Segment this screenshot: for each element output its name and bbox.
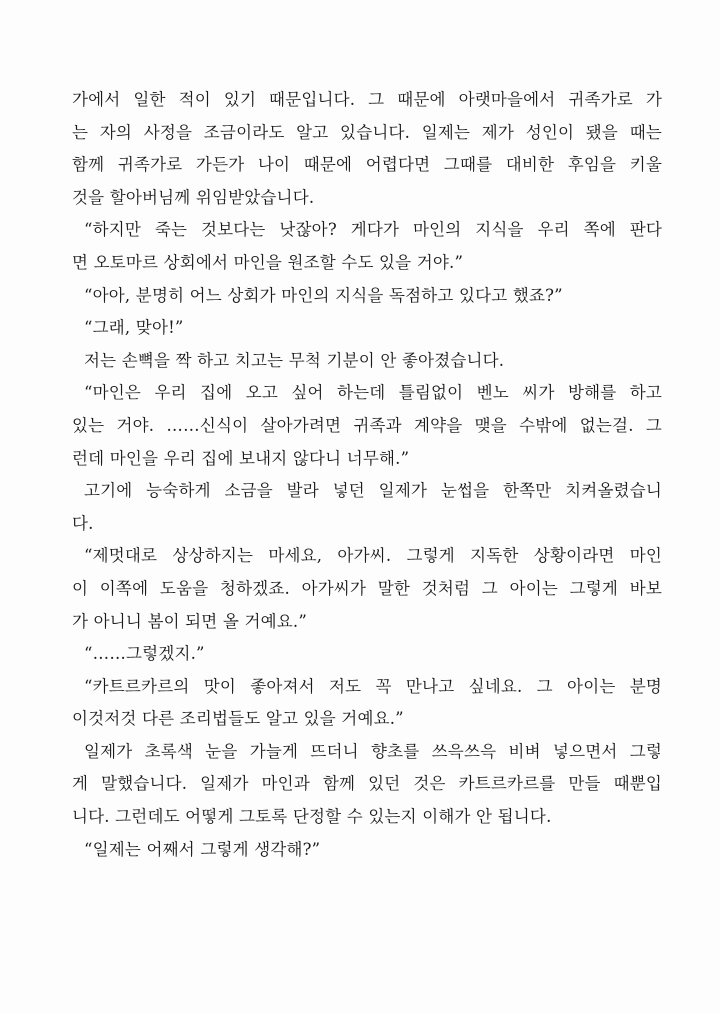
text-line: “제멋대로 상상하지는 마세요, 아가씨. 그렇게 지독한 상황이라면 마인 xyxy=(84,546,662,566)
text-line: “아아, 분명히 어느 상회가 마인의 지식을 독점하고 있다고 했죠?” xyxy=(84,285,563,305)
text-line: 다. xyxy=(72,513,94,533)
text-line: 것을 할아버님께 위임받았습니다. xyxy=(72,187,315,207)
text-line: 일제가 초록색 눈을 가늘게 뜨더니 향초를 쓰윽쓰윽 비벼 넣으면서 그렇 xyxy=(84,741,662,761)
text-line: “일제는 어째서 그렇게 생각해?” xyxy=(84,839,321,859)
text-line: 이 이쪽에 도움을 청하겠죠. 아가씨가 말한 것처럼 그 아이는 그렇게 바보 xyxy=(72,578,662,598)
text-line: 가에서 일한 적이 있기 때문입니다. 그 때문에 아랫마을에서 귀족가로 가 xyxy=(72,90,662,109)
text-line: 면 오토마르 상회에서 마인을 원조할 수도 있을 거야.” xyxy=(72,252,464,272)
text-line: 고기에 능숙하게 소금을 발라 넣던 일제가 눈썹을 한쪽만 치켜올렸습니 xyxy=(84,481,662,501)
text-line: 가 아니니 봄이 되면 올 거예요.” xyxy=(72,611,307,631)
text-line: “마인은 우리 집에 오고 싶어 하는데 틀림없이 벤노 씨가 방해를 하고 xyxy=(84,383,662,403)
text-line: 저는 손뼉을 짝 하고 치고는 무척 기분이 안 좋아졌습니다. xyxy=(84,350,505,370)
text-line: 런데 마인을 우리 집에 보내지 않다니 너무해.” xyxy=(72,448,410,468)
text-line: “……그렇겠지.” xyxy=(84,644,205,664)
text-line: “하지만 죽는 것보다는 낫잖아? 게다가 마인의 지식을 우리 쪽에 판다 xyxy=(84,220,662,240)
body-text xyxy=(72,84,662,866)
text-line: 있는 거야. ……신식이 살아가려면 귀족과 계약을 맺을 수밖에 없는걸. 그 xyxy=(72,415,662,435)
text-line: 는 자의 사정을 조금이라도 알고 있습니다. 일제는 제가 성인이 됐을 때는 xyxy=(72,122,662,142)
text-line: “카트르카르의 맛이 좋아져서 저도 꼭 만나고 싶네요. 그 아이는 분명 xyxy=(84,676,662,696)
text-line: “그래, 맞아!” xyxy=(84,318,184,338)
text-line: 함께 귀족가로 가든가 나이 때문에 어렵다면 그때를 대비한 후임을 키울 xyxy=(72,155,662,175)
text-line: 니다. 그런데도 어떻게 그토록 단정할 수 있는지 이해가 안 됩니다. xyxy=(72,807,552,827)
text-line: 이것저것 다른 조리법들도 알고 있을 거예요.” xyxy=(72,709,404,729)
text-line: 게 말했습니다. 일제가 마인과 함께 있던 것은 카트르카르를 만들 때뿐입 xyxy=(72,774,662,794)
